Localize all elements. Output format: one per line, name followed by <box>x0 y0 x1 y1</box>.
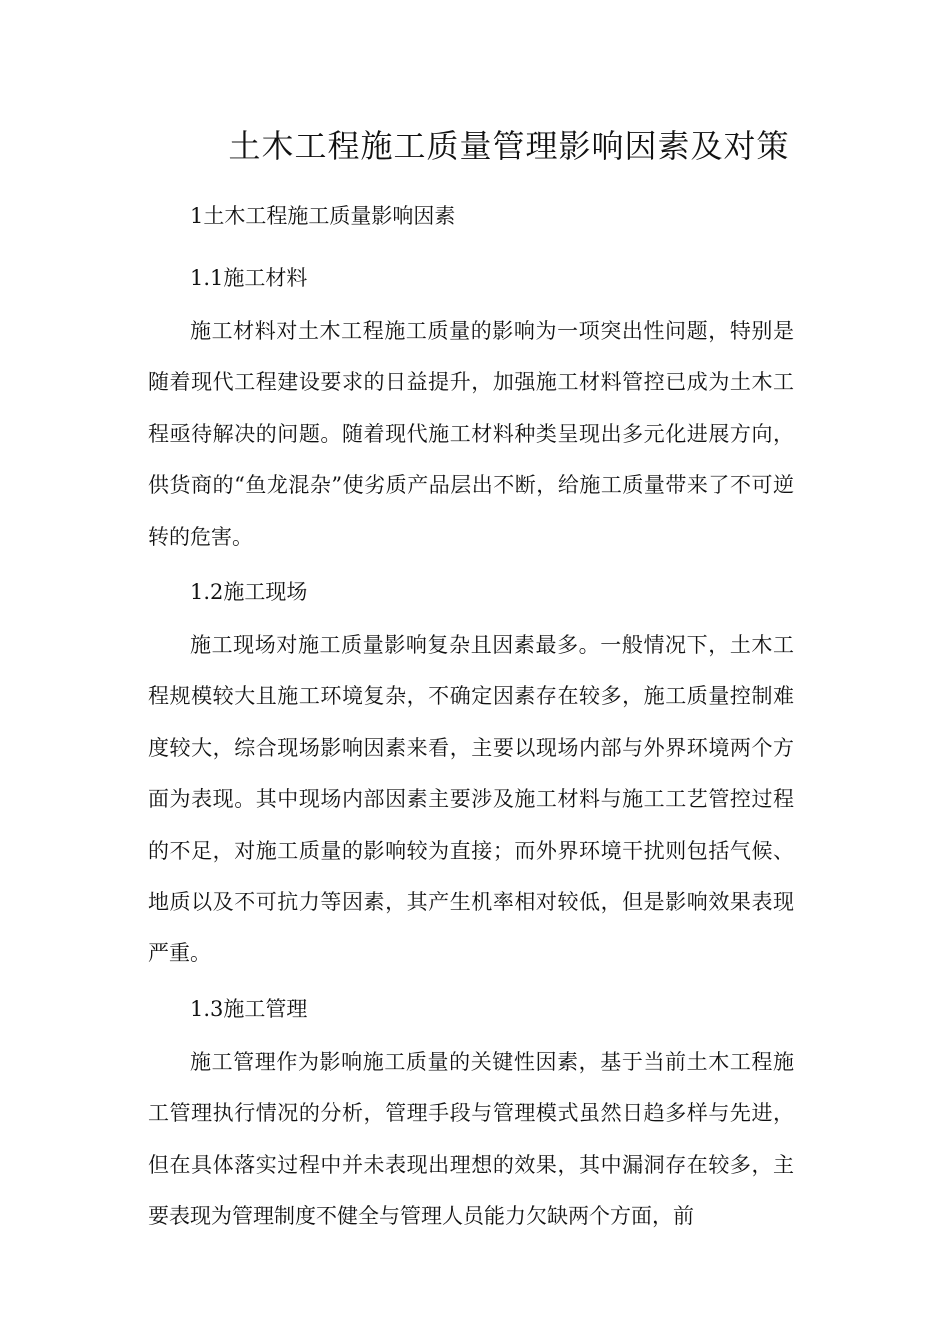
section-heading-1-3: 1.3施工管理 <box>190 996 308 1021</box>
document-title: 土木工程施工质量管理影响因素及对策 <box>228 127 790 165</box>
paragraph-materials: 施工材料对土木工程施工质量的影响为一项突出性问题，特别是随着现代工程建设要求的日益提升，加强施工材料管控已成为土木工程亟待解决的问题。随着现代施工材料种类呈现出多元化进展方向，供货商的“鱼龙混杂”使劣质产品层出不断，给施工质量带来了不可逆转的危害。 <box>148 319 794 549</box>
paragraph-management: 施工管理作为影响施工质量的关键性因素，基于当前土木工程施工管理执行情况的分析，管理手段与管理模式虽然日趋多样与先进，但在具体落实过程中并未表现出理想的效果，其中漏洞存在较多，主要表现为管理制度不健全与管理人员能力欠缺两个方面，前 <box>148 1049 794 1229</box>
section-heading-1: 1土木工程施工质量影响因素 <box>190 204 456 228</box>
section-heading-1-2: 1.2施工现场 <box>190 580 308 605</box>
section-heading-1-1: 1.1施工材料 <box>190 266 308 290</box>
paragraph-site: 施工现场对施工质量影响复杂且因素最多。一般情况下，土木工程规模较大且施工环境复杂，不确定因素存在较多，施工质量控制难度较大，综合现场影响因素来看，主要以现场内部与外界环境两个方面为表现。其中现场内部因素主要涉及施工材料与施工工艺管控过程的不足，对施工质量的影响较为直接；而外界环境干扰则包括气候、地质以及不可抗力等因素，其产生机率相对较低，但是影响效果表现严重。 <box>148 633 794 966</box>
document-body <box>148 190 794 1243</box>
